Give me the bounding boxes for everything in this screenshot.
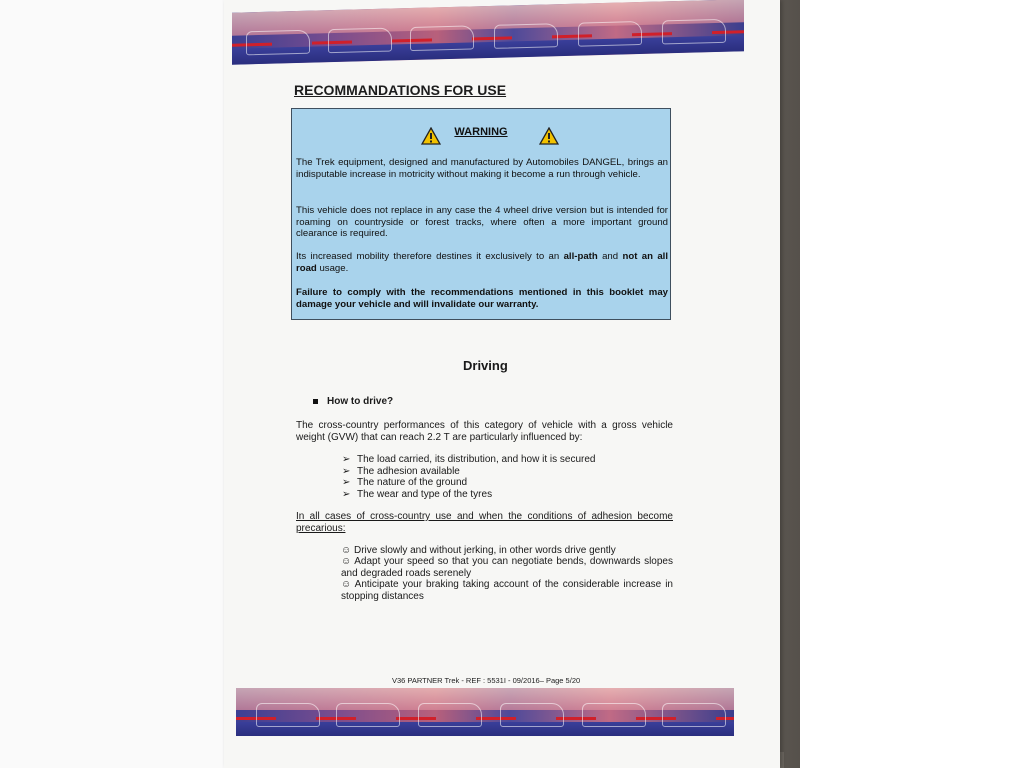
arrow-bullet-icon: ➢ bbox=[342, 465, 351, 477]
list-item: ➢ The load carried, its distribution, and how it is secured bbox=[342, 454, 596, 465]
condition-note: In all cases of cross-country use and when the conditions of adhesion become precarious: bbox=[296, 511, 673, 534]
square-bullet bbox=[313, 399, 318, 404]
page-footer: V36 PARTNER Trek - REF : 5531I - 09/2016– Page 5/20 bbox=[392, 676, 581, 685]
smiley-icon: ☺ bbox=[341, 579, 352, 591]
warning-triangle-icon bbox=[539, 127, 559, 145]
tip-item: ☺ Adapt your speed so that you can negotiate bends, downwards slopes and degraded roads serenely bbox=[341, 556, 673, 579]
tips-list bbox=[341, 545, 673, 602]
smiley-icon: ☺ bbox=[341, 545, 352, 556]
factor-list bbox=[342, 454, 595, 500]
intro-paragraph: The cross-country performances of this category of vehicle with a gross vehicle weight (GVW) that can reach 2.2 T are particularly influenced by: bbox=[296, 420, 673, 443]
tip-item: ☺ Drive slowly and without jerking, in other words drive gently bbox=[341, 545, 616, 556]
arrow-bullet-icon: ➢ bbox=[342, 488, 351, 500]
warning-paragraph: The Trek equipment, designed and manufactured by Automobiles DANGEL, brings an indisputable increase in motricity without making it become a run through vehicle. bbox=[296, 157, 668, 180]
background-left bbox=[0, 0, 226, 768]
warning-box bbox=[291, 108, 671, 320]
list-item: ➢ The adhesion available bbox=[342, 465, 460, 477]
bottom-banner-image bbox=[236, 688, 734, 736]
subsection-title: How to drive? bbox=[327, 396, 394, 407]
tip-item: ☺ Anticipate your braking taking account of the considerable increase in stopping distances bbox=[341, 579, 673, 602]
list-item: ➢ The wear and type of the tyres bbox=[342, 488, 493, 500]
smiley-icon: ☺ bbox=[341, 556, 352, 568]
warning-title: WARNING bbox=[454, 126, 508, 138]
warning-paragraph: Its increased mobility therefore destines it exclusively to an all-path and not an all road usage. bbox=[296, 251, 669, 274]
background-right bbox=[800, 0, 1024, 768]
section-title: Driving bbox=[463, 358, 508, 373]
page-heading: RECOMMANDATIONS FOR USE bbox=[294, 82, 507, 98]
list-item: ➢ The nature of the ground bbox=[342, 477, 468, 489]
warranty-warning: Failure to comply with the recommendations mentioned in this booklet may damage your vehicle and will invalidate our warranty. bbox=[296, 287, 668, 310]
arrow-bullet-icon: ➢ bbox=[342, 477, 351, 489]
warning-paragraph: This vehicle does not replace in any case the 4 wheel drive version but is intended for roaming on countryside or forest tracks, where often a more important ground clearance is required. bbox=[296, 205, 668, 239]
arrow-bullet-icon: ➢ bbox=[342, 454, 351, 465]
